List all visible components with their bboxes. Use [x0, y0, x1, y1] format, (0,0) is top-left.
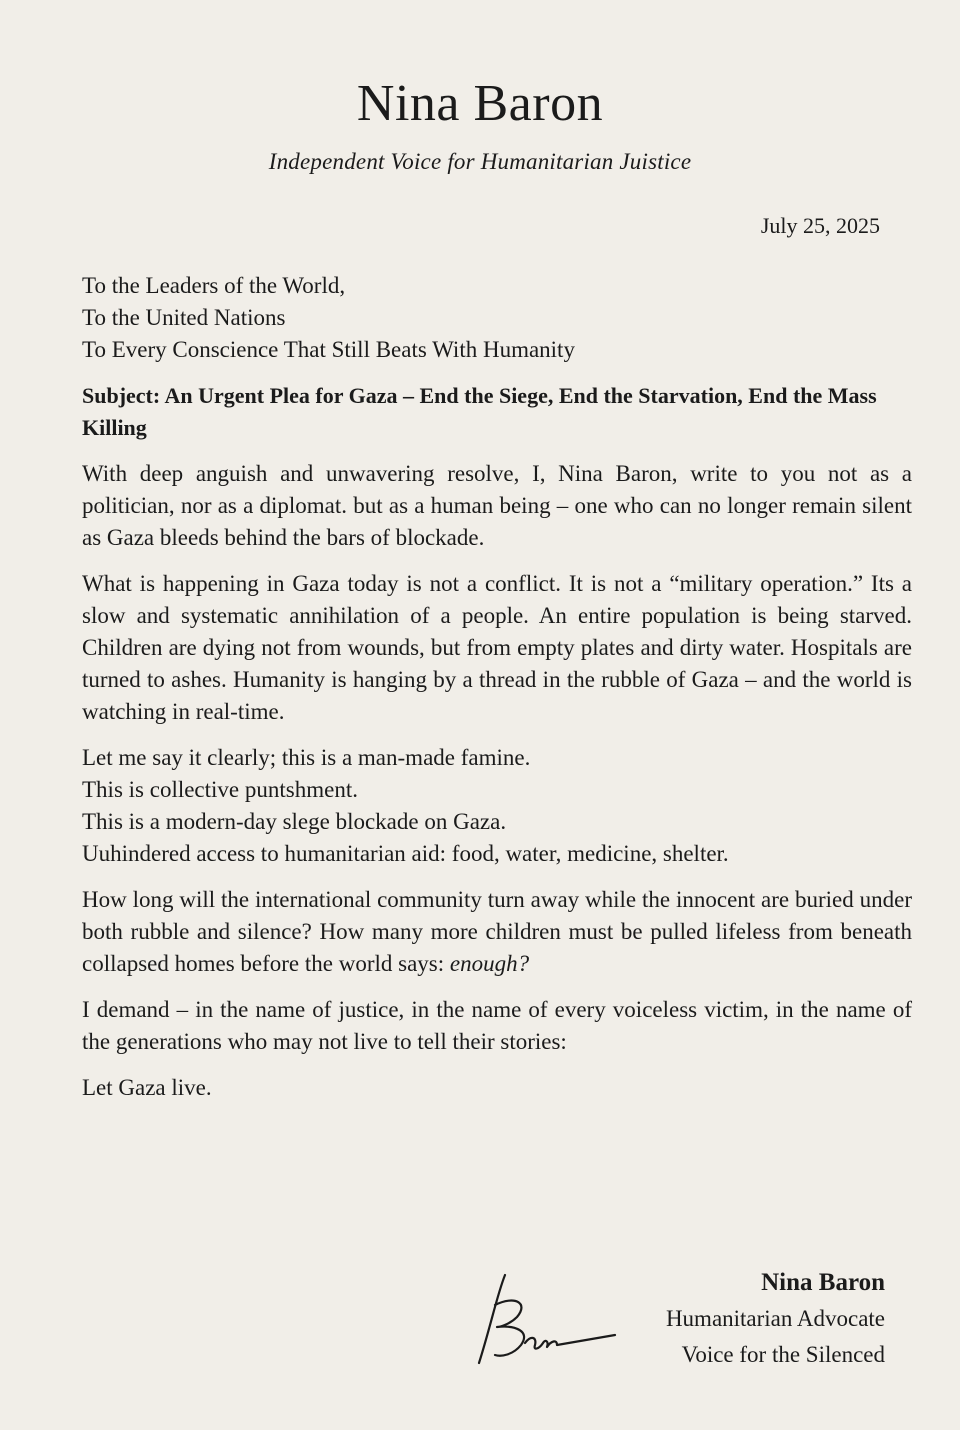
declaration-line: This is a modern-day slege blockade on Gaza.: [82, 809, 507, 834]
paragraph-demand: I demand – in the name of justice, in the name of every voiceless victim, in the name of the generations who may not live to tell their stories:: [82, 997, 912, 1054]
addressee-block: [82, 270, 912, 366]
subject-line: Subject: An Urgent Plea for Gaza – End the Siege, End the Starvation, End the Mass Killing: [82, 383, 877, 440]
signatory-name: Nina Baron: [761, 1269, 885, 1296]
paragraph-closing: Let Gaza live.: [82, 1075, 212, 1100]
declaration-line: Uuhindered access to humanitarian aid: food, water, medicine, shelter.: [82, 841, 729, 866]
signatory-subtitle: Voice for the Silenced: [681, 1342, 885, 1367]
declaration-line: This is collective puntshment.: [82, 777, 358, 802]
question-text: How long will the international community turn away while the innocent are buried under both rubble and silence? How many more children must be pulled lifeless from beneath collapsed homes before the world says:: [82, 887, 912, 976]
declaration-line: Let me say it clearly; this is a man-made famine.: [82, 745, 531, 770]
paragraph-question: [82, 884, 912, 980]
addressee-line: To Every Conscience That Still Beats With Humanity: [82, 337, 575, 362]
addressee-line: To the Leaders of the World,: [82, 273, 346, 298]
paragraph-declarations: [82, 742, 912, 870]
letterhead-name: Nina Baron: [356, 75, 604, 132]
paragraph-situation: What is happening in Gaza today is not a conflict. It is not a “military operation.” Its a slow and systematic annihilation of a people. An entire population is being starved. Children are dying not from wounds, but from empty plates and dirty water. Hospitals are turned to ashes. Humanity is hanging by a thread in the rubble of Gaza – and the world is watching in real-time.: [82, 571, 912, 724]
handwritten-signature: [465, 1265, 625, 1375]
paragraph-intro: With deep anguish and unwavering resolve, I, Nina Baron, write to you not as a politician, nor as a diplomat. but as a human being – one who can no longer remain silent as Gaza bleeds behind the bars of blockade.: [82, 461, 912, 550]
letter-date: July 25, 2025: [760, 213, 880, 238]
addressee-line: To the United Nations: [82, 305, 286, 330]
letter-body: [82, 270, 912, 1104]
letterhead-tagline: Independent Voice for Humanitarian Juistice: [268, 149, 692, 174]
signatory-title: Humanitarian Advocate: [665, 1306, 885, 1331]
signature-block: [666, 1265, 885, 1373]
question-emphasis: enough?: [449, 951, 530, 976]
